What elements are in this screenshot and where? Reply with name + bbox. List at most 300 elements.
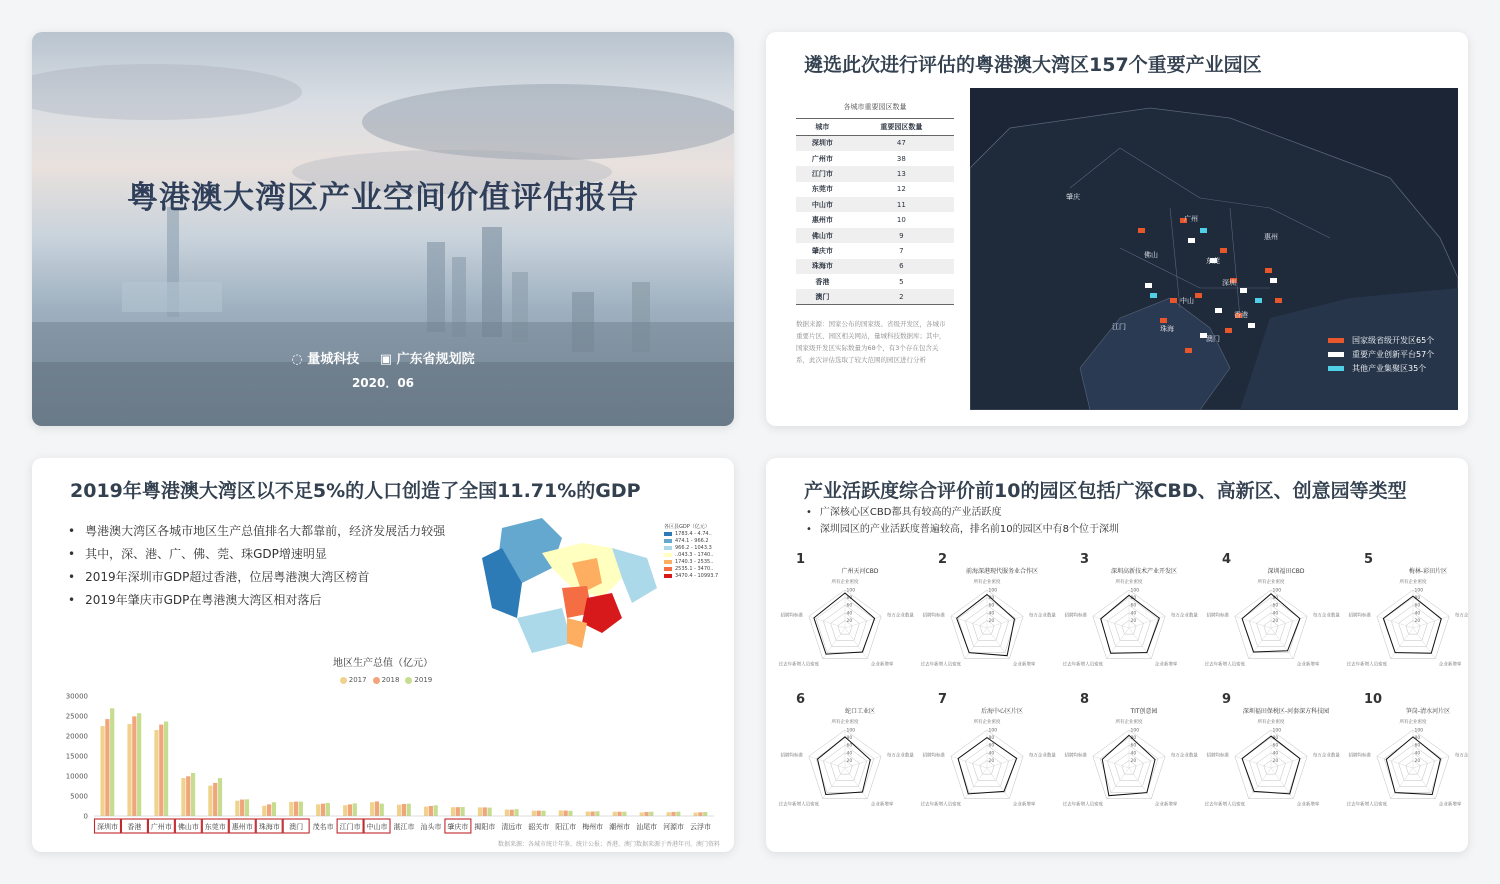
bullet-item: • 2019年深圳市GDP超过香港，位居粤港澳大湾区榜首 <box>68 566 445 589</box>
park-rank: 6 <box>796 692 806 707</box>
bar <box>326 803 330 816</box>
x-tick-label: 茂名市 <box>312 823 334 831</box>
bar <box>537 811 541 816</box>
radar-tick-label: 20 <box>1414 758 1421 764</box>
legend-swatch <box>1328 366 1344 371</box>
map-city-label: 惠州 <box>1264 233 1278 241</box>
y-tick-label: 5000 <box>70 792 88 801</box>
radar-tick-label: 100 <box>846 728 856 734</box>
bar <box>105 719 109 816</box>
x-tick-label: 阳江市 <box>555 823 577 831</box>
table-row <box>796 182 954 197</box>
radar-axis-label: 每万企业数量 <box>1170 753 1198 759</box>
radar-tick-label: 40 <box>1414 611 1421 617</box>
bar <box>456 807 460 816</box>
city-cell: 惠州市 <box>811 216 833 225</box>
radar-axis-label: 招聘均标准 <box>922 613 946 619</box>
slide-title: 2019年粤港澳大湾区以不足5%的人口创造了全国11.71%的GDP <box>70 480 641 502</box>
bar <box>235 801 239 816</box>
bar <box>483 807 487 816</box>
radar-axis-label: 企业新增率 <box>1438 662 1462 668</box>
legend-label: ..043.3 - 1740.. <box>675 552 714 558</box>
radar-axis-label: 招聘均标准 <box>1206 753 1230 759</box>
y-tick-label: 20000 <box>65 732 88 741</box>
radar-tick-label: 40 <box>1130 611 1137 617</box>
radar-axis-label: 每万企业数量 <box>886 753 914 759</box>
table-caption: 各城市重要园区数量 <box>843 103 907 111</box>
radar-axis-label: 招聘均标准 <box>1348 613 1372 619</box>
radar-tick-label: 60 <box>988 603 995 609</box>
x-tick-label: 汕尾市 <box>636 823 658 831</box>
bar <box>127 724 131 816</box>
radar-chart-park <box>776 554 914 688</box>
map-city-label: 中山 <box>1180 297 1194 305</box>
bar <box>514 809 518 816</box>
legend-swatch <box>1328 352 1344 357</box>
bullet-list <box>68 520 445 612</box>
map-city-label: 佛山 <box>1144 251 1158 259</box>
bar <box>694 813 698 816</box>
legend-swatch <box>664 539 672 543</box>
legend-swatch <box>664 546 672 550</box>
bar <box>649 812 653 816</box>
radar-axis-label: 所有企业密度 <box>1399 720 1427 725</box>
radar-tick-label: 40 <box>1130 751 1137 757</box>
park-rank: 8 <box>1080 692 1090 707</box>
gdp-choropleth-map <box>472 508 662 658</box>
radar-tick-label: 80 <box>1414 736 1421 742</box>
radar-tick-label: 60 <box>1130 603 1137 609</box>
radar-axis-label: 企业新增率 <box>870 662 894 668</box>
bar <box>240 800 244 816</box>
x-tick-label: 香港 <box>127 823 142 831</box>
bar <box>586 811 590 816</box>
park-rank: 2 <box>938 552 948 567</box>
park-name: 笋岗-清水河片区 <box>1405 708 1451 715</box>
bar <box>299 802 303 816</box>
x-tick-label: 云浮市 <box>690 823 712 831</box>
radar-tick-label: 60 <box>846 603 853 609</box>
x-tick-label: 揭阳市 <box>474 823 496 831</box>
radar-axis-label: 每万企业数量 <box>1454 753 1482 759</box>
radar-axis-label: 过去年新增人员密度 <box>1062 802 1104 808</box>
radar-tick-label: 100 <box>988 728 998 734</box>
radar-axis-label: 每万企业数量 <box>1028 753 1056 759</box>
table-row <box>796 289 954 304</box>
bar <box>375 801 379 816</box>
legend-swatch <box>664 532 672 536</box>
bar <box>110 708 114 816</box>
bar <box>617 812 621 816</box>
radar-tick-label: 60 <box>1414 743 1421 749</box>
radar-axis-label: 企业新增率 <box>1438 802 1462 808</box>
city-cell: 东莞市 <box>811 185 833 194</box>
bar <box>159 725 163 816</box>
map-legend-title: 各区县GDP（亿元） <box>664 524 710 530</box>
radar-chart-park <box>1202 694 1340 828</box>
count-cell: 12 <box>896 185 906 194</box>
radar-chart-park <box>1202 554 1340 688</box>
city-cell: 澳门 <box>796 289 849 304</box>
legend-label: 3470.4 - 10993.7 <box>675 573 719 579</box>
radar-axis-label: 每万企业数量 <box>1170 613 1198 619</box>
park-rank: 7 <box>938 692 948 707</box>
radar-axis-label: 所有企业密度 <box>831 580 859 585</box>
table-row <box>796 243 954 258</box>
radar-tick-label: 100 <box>1414 728 1424 734</box>
cover-slide[interactable] <box>32 32 734 426</box>
x-tick-label: 珠海市 <box>258 823 280 831</box>
table-row <box>796 136 954 151</box>
radar-tick-label: 80 <box>846 736 853 742</box>
radar-axis-label: 过去年新增人员密度 <box>1346 802 1388 808</box>
radar-tick-label: 100 <box>1414 588 1424 594</box>
y-tick-label: 10000 <box>65 772 88 781</box>
park-selection-slide[interactable] <box>766 32 1468 426</box>
radar-tick-label: 40 <box>846 751 853 757</box>
x-tick-label: 中山市 <box>366 823 388 831</box>
radar-tick-label: 80 <box>1130 596 1137 602</box>
count-cell: 7 <box>899 246 904 255</box>
radar-axis-label: 所有企业密度 <box>1399 580 1427 585</box>
x-tick-label: 佛山市 <box>177 823 199 831</box>
radar-axis-label: 企业新增率 <box>1296 662 1320 668</box>
park-name: 深圳福田保税区-河套深方科技园 <box>1242 708 1330 715</box>
bar <box>451 807 455 816</box>
legend-item <box>1328 362 1434 376</box>
bar <box>461 807 465 816</box>
x-tick-label: 河源市 <box>663 823 685 831</box>
park-name: 深圳高新技术产业开发区 <box>1110 568 1177 575</box>
legend-swatch <box>664 553 672 557</box>
bar <box>208 786 212 816</box>
city-cell: 佛山市 <box>796 228 849 243</box>
park-distribution-map <box>970 88 1458 410</box>
x-tick-label: 梅州市 <box>582 823 604 831</box>
city-cell: 香港 <box>815 277 830 286</box>
radar-tick-label: 80 <box>1414 596 1421 602</box>
bar <box>424 807 428 816</box>
radar-axis-label: 过去年新增人员密度 <box>1204 662 1246 668</box>
park-name: TIT创意园 <box>1130 708 1158 715</box>
y-tick-label: 0 <box>83 812 88 821</box>
radar-axis-label: 招聘均标准 <box>1064 613 1088 619</box>
radar-axis-label: 招聘均标准 <box>780 613 804 619</box>
radar-axis-label: 每万企业数量 <box>1454 613 1482 619</box>
bar <box>218 778 222 816</box>
bullet-item: • 深圳园区的产业活跃度普遍较高，排名前10的园区中有8个位于深圳 <box>806 521 1119 538</box>
radar-tick-label: 100 <box>1272 588 1282 594</box>
bar <box>564 811 568 816</box>
radar-axis-label: 招聘均标准 <box>1348 753 1372 759</box>
data-source-note: 数据来源：各城市统计年鉴、统计公报；香港、澳门数据来源于香港年刊、澳门资料 <box>497 841 720 848</box>
bar <box>294 802 298 816</box>
bar <box>505 810 509 816</box>
bar <box>186 776 190 816</box>
x-tick-label: 深圳市 <box>96 823 118 831</box>
radar-tick-label: 40 <box>846 611 853 617</box>
bar <box>434 805 438 816</box>
radar-tick-label: 100 <box>1272 728 1282 734</box>
radar-axis-label: 每万企业数量 <box>1312 753 1340 759</box>
legend-item <box>664 573 718 580</box>
radar-chart-park <box>1060 554 1198 688</box>
radar-tick-label: 20 <box>1130 758 1137 764</box>
radar-axis-label: 招聘均标准 <box>780 753 804 759</box>
park-rank: 10 <box>1364 692 1383 707</box>
bullet-item: • 2019年肇庆市GDP在粤港澳大湾区相对落后 <box>68 589 445 612</box>
radar-axis-label: 所有企业密度 <box>831 720 859 725</box>
map-city-label: 广州 <box>1184 215 1198 223</box>
bar <box>245 799 249 816</box>
chart-legend <box>32 676 734 684</box>
bar <box>640 812 644 816</box>
radar-axis-label: 企业新增率 <box>1012 662 1036 668</box>
park-activity-slide[interactable] <box>766 458 1482 852</box>
bar <box>429 806 433 816</box>
count-cell: 6 <box>849 259 954 274</box>
bar <box>191 773 195 816</box>
radar-axis-label: 每万企业数量 <box>1028 613 1056 619</box>
map-city-label: 肇庆 <box>1066 193 1080 201</box>
gdp-slide[interactable] <box>32 458 734 852</box>
legend-item <box>664 552 718 559</box>
park-name: 广州天河CBD <box>841 568 879 575</box>
radar-tick-label: 80 <box>1130 736 1137 742</box>
x-tick-label: 潮州市 <box>609 823 631 831</box>
bar <box>154 730 158 816</box>
radar-axis-label: 所有企业密度 <box>1115 580 1143 585</box>
radar-axis-label: 所有企业密度 <box>973 720 1001 725</box>
y-tick-label: 30000 <box>65 692 88 701</box>
legend-swatch <box>340 677 347 684</box>
legend-label: 2019 <box>414 676 433 684</box>
logo-row <box>32 348 734 367</box>
y-tick-label: 15000 <box>65 752 88 761</box>
bar <box>478 807 482 816</box>
legend-item <box>1328 348 1434 362</box>
city-cell: 广州市 <box>811 154 833 163</box>
x-tick-label: 广州市 <box>150 823 172 831</box>
city-cell: 中山市 <box>796 197 849 212</box>
count-cell: 10 <box>896 216 906 225</box>
radar-tick-label: 20 <box>988 758 995 764</box>
x-tick-label: 韶关市 <box>528 823 550 831</box>
city-cell: 江门市 <box>796 166 849 181</box>
legend-swatch <box>664 560 672 564</box>
radar-tick-label: 80 <box>1272 736 1279 742</box>
planning-institute-logo: ▣ 广东省规划院 <box>379 352 475 367</box>
radar-tick-label: 20 <box>1272 618 1279 624</box>
radar-tick-label: 80 <box>1272 596 1279 602</box>
radar-tick-label: 60 <box>1130 743 1137 749</box>
count-cell: 9 <box>849 228 954 243</box>
x-tick-label: 惠州市 <box>231 823 253 831</box>
radar-tick-label: 60 <box>846 743 853 749</box>
bullet-item: • 粤港澳大湾区各城市地区生产总值排名大都靠前，经济发展活力较强 <box>68 520 445 543</box>
bar <box>541 811 545 816</box>
x-tick-label: 湛江市 <box>393 823 415 831</box>
radar-tick-label: 20 <box>1272 758 1279 764</box>
legend-label: 国家级省级开发区65个 <box>1352 336 1435 345</box>
legend-label: 2018 <box>381 676 400 684</box>
bar <box>267 804 271 816</box>
bar <box>100 726 104 816</box>
quant-urban-logo: ◌ 量城科技 <box>291 352 360 367</box>
radar-tick-label: 80 <box>846 596 853 602</box>
bar <box>644 812 648 816</box>
slide-title: 产业活跃度综合评价前10的园区包括广深CBD、高新区、创意园等类型 <box>804 480 1407 502</box>
radar-axis-label: 招聘均标准 <box>1206 613 1230 619</box>
bullet-list <box>806 504 1119 538</box>
radar-axis-label: 每万企业数量 <box>1312 613 1340 619</box>
legend-label: 474.1 - 966.2 <box>675 538 709 544</box>
radar-axis-label: 过去年新增人员密度 <box>778 802 820 808</box>
bar <box>698 812 702 816</box>
map-city-label: 香港 <box>1234 311 1248 319</box>
bar <box>343 805 347 816</box>
bar <box>667 812 671 816</box>
radar-axis-label: 过去年新增人员密度 <box>1062 662 1104 668</box>
radar-series <box>818 737 871 795</box>
bar <box>402 804 406 816</box>
bar <box>595 811 599 816</box>
bar <box>559 810 563 816</box>
radar-tick-label: 40 <box>988 611 995 617</box>
table-row <box>796 228 954 243</box>
legend-label: 重要产业创新平台57个 <box>1352 350 1435 359</box>
bar <box>137 713 141 816</box>
x-tick-label: 江门市 <box>339 823 361 831</box>
bar <box>164 721 168 816</box>
bar <box>590 812 594 816</box>
map-city-label: 东莞 <box>1206 257 1220 265</box>
bar <box>132 716 136 816</box>
table-row <box>796 212 954 227</box>
radar-tick-label: 100 <box>1130 588 1140 594</box>
radar-tick-label: 20 <box>846 618 853 624</box>
count-cell: 5 <box>899 277 904 286</box>
bar <box>510 810 514 816</box>
table-row <box>796 166 954 181</box>
bar <box>622 812 626 816</box>
radar-axis-label: 所有企业密度 <box>1257 580 1285 585</box>
bar <box>181 778 185 816</box>
park-rank: 5 <box>1364 552 1374 567</box>
park-name: 前海深港现代服务业合作区 <box>965 568 1038 575</box>
radar-chart-park <box>776 694 914 828</box>
radar-axis-label: 每万企业数量 <box>886 613 914 619</box>
radar-axis-label: 过去年新增人员密度 <box>778 662 820 668</box>
count-cell: 38 <box>896 154 906 163</box>
radar-chart-park <box>1060 694 1198 828</box>
radar-tick-label: 100 <box>846 588 856 594</box>
legend-item <box>664 545 718 552</box>
radar-axis-label: 过去年新增人员密度 <box>1204 802 1246 808</box>
bar <box>272 802 276 816</box>
column-header-count: 重要园区数量 <box>849 119 954 136</box>
bar <box>289 802 293 816</box>
radar-axis-label: 企业新增率 <box>1154 662 1178 668</box>
column-header-city: 城市 <box>796 119 849 136</box>
table-row <box>796 197 954 212</box>
report-title: 粤港澳大湾区产业空间价值评估报告 <box>127 180 639 216</box>
radar-axis-label: 企业新增率 <box>870 802 894 808</box>
legend-item <box>664 538 718 545</box>
bar <box>407 804 411 816</box>
bar <box>671 812 675 816</box>
legend-label: 966.2 - 1043.3 <box>675 545 712 551</box>
bar <box>568 811 572 816</box>
x-tick-label: 汕头市 <box>420 823 442 831</box>
legend-label: 其他产业集聚区35个 <box>1352 364 1427 373</box>
count-cell: 13 <box>849 166 954 181</box>
city-cell: 肇庆市 <box>811 246 833 255</box>
bullet-item: • 其中，深、港、广、佛、莞、珠GDP增速明显 <box>68 543 445 566</box>
table-row <box>796 151 954 166</box>
radar-axis-label: 企业新增率 <box>1154 802 1178 808</box>
gdp-bar-chart <box>52 686 722 836</box>
legend-item <box>664 559 718 566</box>
park-name: 后海中心区片区 <box>980 708 1023 715</box>
bar <box>532 811 536 816</box>
bar <box>397 805 401 816</box>
map-legend <box>1328 334 1434 376</box>
count-cell: 2 <box>849 289 954 304</box>
park-name: 深圳福田CBD <box>1267 568 1305 575</box>
x-tick-label: 清远市 <box>501 823 523 831</box>
legend-item <box>1328 334 1434 348</box>
radar-axis-label: 企业新增率 <box>1296 802 1320 808</box>
x-tick-label: 肇庆市 <box>447 823 469 831</box>
map-legend <box>664 524 718 580</box>
city-cell: 深圳市 <box>796 136 849 151</box>
bar <box>370 802 374 816</box>
bar <box>213 783 217 816</box>
radar-tick-label: 20 <box>846 758 853 764</box>
bar <box>380 804 384 816</box>
radar-axis-label: 过去年新增人员密度 <box>920 802 962 808</box>
legend-item <box>664 531 718 538</box>
radar-axis-label: 过去年新增人员密度 <box>920 662 962 668</box>
park-name: 蛇口工业区 <box>844 708 875 715</box>
bullet-item: • 广深核心区CBD都具有较高的产业活跃度 <box>806 504 1119 521</box>
legend-label: 2535.1 - 3470.. <box>675 566 714 572</box>
y-tick-label: 25000 <box>65 712 88 721</box>
radar-axis-label: 所有企业密度 <box>1115 720 1143 725</box>
radar-tick-label: 20 <box>1130 618 1137 624</box>
radar-chart-park <box>918 554 1056 688</box>
radar-tick-label: 40 <box>988 751 995 757</box>
park-rank: 4 <box>1222 552 1232 567</box>
slide-title: 遴选此次进行评估的粤港澳大湾区157个重要产业园区 <box>804 54 1262 76</box>
radar-chart-park <box>1344 552 1482 688</box>
table-row <box>796 259 954 274</box>
park-rank: 9 <box>1222 692 1232 707</box>
radar-axis-label: 企业新增率 <box>1012 802 1036 808</box>
radar-axis-label: 所有企业密度 <box>973 580 1001 585</box>
count-cell: 11 <box>849 197 954 212</box>
park-count-table <box>796 118 954 305</box>
radar-tick-label: 40 <box>1272 751 1279 757</box>
radar-axis-label: 过去年新增人员密度 <box>1346 662 1388 668</box>
legend-swatch <box>1328 338 1344 343</box>
radar-tick-label: 20 <box>1414 618 1421 624</box>
legend-label: 1740.3 - 2535.. <box>675 559 714 565</box>
legend-label: 1783.4 - 4.74.. <box>675 531 712 537</box>
park-rank: 3 <box>1080 552 1090 567</box>
radar-tick-label: 60 <box>988 743 995 749</box>
